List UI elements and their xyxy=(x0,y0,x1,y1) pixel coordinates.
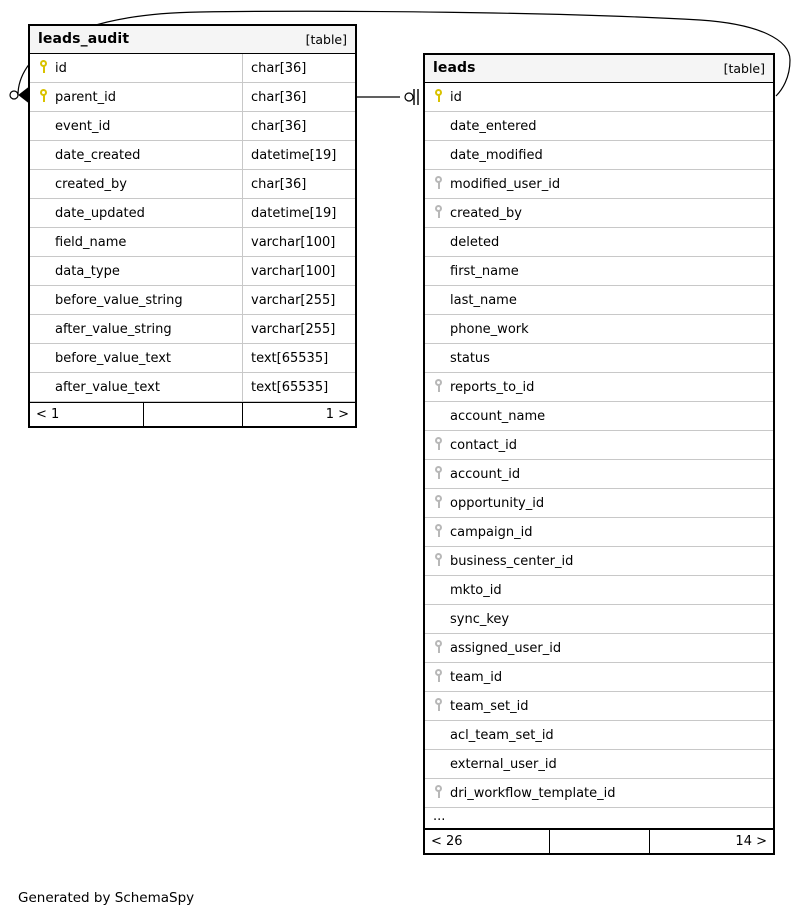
column-name-cell xyxy=(425,141,773,169)
footer-left-count[interactable]: < 26 xyxy=(431,834,463,850)
table-row[interactable] xyxy=(425,402,773,431)
column-name-cell xyxy=(425,170,773,198)
foreign-key-icon xyxy=(433,640,444,656)
foreign-key-icon xyxy=(433,466,444,482)
table-row[interactable] xyxy=(425,576,773,605)
column-name: date_updated xyxy=(55,205,145,221)
foreign-key-icon xyxy=(433,495,444,511)
table-row[interactable] xyxy=(425,692,773,721)
column-type: varchar[100] xyxy=(242,228,355,256)
table-row[interactable] xyxy=(425,489,773,518)
column-name: date_created xyxy=(55,147,141,163)
column-name: business_center_id xyxy=(450,553,574,569)
column-name-cell xyxy=(425,634,773,662)
column-type: char[36] xyxy=(242,54,355,82)
table-row[interactable] xyxy=(30,228,355,257)
column-type: text[65535] xyxy=(242,373,355,401)
column-name-cell xyxy=(30,373,242,401)
table-row[interactable] xyxy=(30,54,355,83)
foreign-key-icon xyxy=(433,698,444,714)
column-name-cell xyxy=(425,663,773,691)
table-row[interactable] xyxy=(425,373,773,402)
column-name-cell xyxy=(30,54,242,82)
column-name: last_name xyxy=(450,292,517,308)
table-row[interactable] xyxy=(425,547,773,576)
column-name-cell xyxy=(425,750,773,778)
column-name-cell xyxy=(425,286,773,314)
column-name: date_modified xyxy=(450,147,543,163)
table-row[interactable] xyxy=(30,112,355,141)
footer-middle xyxy=(143,403,242,426)
table-row[interactable] xyxy=(425,170,773,199)
column-name-cell xyxy=(30,286,242,314)
column-type: varchar[100] xyxy=(242,257,355,285)
column-type: char[36] xyxy=(242,170,355,198)
table-row[interactable] xyxy=(425,315,773,344)
column-name: team_set_id xyxy=(450,698,529,714)
foreign-key-icon xyxy=(433,437,444,453)
column-name: created_by xyxy=(450,205,522,221)
table-row[interactable] xyxy=(30,199,355,228)
table-title: leads xyxy=(433,60,476,76)
table-row[interactable] xyxy=(30,170,355,199)
column-name-cell xyxy=(425,605,773,633)
column-name-cell xyxy=(425,344,773,372)
column-name: external_user_id xyxy=(450,756,557,772)
column-name: dri_workflow_template_id xyxy=(450,785,616,801)
generated-by-credit: Generated by SchemaSpy xyxy=(18,890,195,906)
column-name-cell xyxy=(30,315,242,343)
table-row[interactable] xyxy=(425,634,773,663)
column-name: after_value_string xyxy=(55,321,172,337)
column-name: opportunity_id xyxy=(450,495,545,511)
column-name-cell xyxy=(425,518,773,546)
column-name: field_name xyxy=(55,234,127,250)
column-name: deleted xyxy=(450,234,500,250)
column-name: sync_key xyxy=(450,611,510,627)
table-footer xyxy=(425,829,773,853)
table-row[interactable] xyxy=(30,344,355,373)
footer-right-count[interactable]: 1 > xyxy=(242,403,355,426)
column-name-cell xyxy=(30,199,242,227)
column-name-cell xyxy=(425,199,773,227)
table-leads[interactable] xyxy=(423,53,775,855)
table-row[interactable] xyxy=(425,257,773,286)
foreign-key-icon xyxy=(433,553,444,569)
column-type: char[36] xyxy=(242,112,355,140)
column-name: before_value_string xyxy=(55,292,183,308)
foreign-key-icon xyxy=(433,379,444,395)
column-type: datetime[19] xyxy=(242,141,355,169)
column-name: first_name xyxy=(450,263,519,279)
column-name: parent_id xyxy=(55,89,116,105)
column-name: before_value_text xyxy=(55,350,172,366)
column-name: modified_user_id xyxy=(450,176,561,192)
column-type: datetime[19] xyxy=(242,199,355,227)
table-row[interactable] xyxy=(425,83,773,112)
table-header xyxy=(425,55,773,83)
table-row[interactable] xyxy=(425,518,773,547)
column-name: after_value_text xyxy=(55,379,160,395)
table-row[interactable] xyxy=(425,750,773,779)
table-row[interactable] xyxy=(30,83,355,112)
column-name: acl_team_set_id xyxy=(450,727,554,743)
table-row[interactable] xyxy=(425,721,773,750)
column-name-cell xyxy=(30,228,242,256)
table-row[interactable] xyxy=(30,257,355,286)
column-name: contact_id xyxy=(450,437,518,453)
table-row[interactable] xyxy=(425,605,773,634)
column-name: phone_work xyxy=(450,321,529,337)
column-name-cell xyxy=(425,112,773,140)
column-name: date_entered xyxy=(450,118,537,134)
column-name-cell xyxy=(30,83,242,111)
column-name-cell xyxy=(30,257,242,285)
column-name: campaign_id xyxy=(450,524,533,540)
table-row[interactable] xyxy=(425,286,773,315)
foreign-key-icon xyxy=(433,205,444,221)
primary-key-icon xyxy=(433,89,444,105)
table-row[interactable] xyxy=(425,112,773,141)
column-name-cell xyxy=(425,489,773,517)
column-type: char[36] xyxy=(242,83,355,111)
footer-left-count[interactable]: < 1 xyxy=(36,407,60,422)
primary-key-icon xyxy=(38,89,49,105)
column-name-cell xyxy=(30,112,242,140)
column-name: status xyxy=(450,350,490,366)
column-type: text[65535] xyxy=(242,344,355,372)
table-row[interactable] xyxy=(30,286,355,315)
table-kind: [table] xyxy=(305,31,347,47)
column-name-cell xyxy=(425,228,773,256)
foreign-key-icon xyxy=(433,524,444,540)
column-name: assigned_user_id xyxy=(450,640,562,656)
column-name-cell xyxy=(30,170,242,198)
table-row[interactable] xyxy=(30,315,355,344)
table-row[interactable] xyxy=(30,373,355,402)
table-footer xyxy=(30,402,355,426)
column-name: id xyxy=(55,60,67,76)
column-name-cell xyxy=(425,402,773,430)
column-name-cell xyxy=(425,257,773,285)
column-name-cell xyxy=(425,315,773,343)
table-row[interactable] xyxy=(425,228,773,257)
column-name: id xyxy=(450,89,462,105)
column-name-cell xyxy=(30,344,242,372)
column-name: created_by xyxy=(55,176,127,192)
table-row[interactable] xyxy=(425,460,773,489)
footer-middle xyxy=(549,830,649,853)
primary-key-icon xyxy=(38,60,49,76)
column-name-cell xyxy=(425,373,773,401)
table-header xyxy=(30,26,355,54)
footer-right-count[interactable]: 14 > xyxy=(649,830,773,853)
table-row[interactable] xyxy=(30,141,355,170)
column-name: event_id xyxy=(55,118,111,134)
table-kind: [table] xyxy=(723,60,765,76)
foreign-key-icon xyxy=(433,669,444,685)
foreign-key-icon xyxy=(433,176,444,192)
column-name: account_id xyxy=(450,466,521,482)
column-name: account_name xyxy=(450,408,546,424)
table-row[interactable] xyxy=(425,663,773,692)
table-row[interactable] xyxy=(425,431,773,460)
column-type: varchar[255] xyxy=(242,315,355,343)
column-name: mkto_id xyxy=(450,582,502,598)
column-name-cell xyxy=(30,141,242,169)
column-type: varchar[255] xyxy=(242,286,355,314)
column-name-cell xyxy=(425,460,773,488)
column-name-cell xyxy=(425,721,773,749)
table-row[interactable] xyxy=(425,199,773,228)
table-leads-audit[interactable] xyxy=(28,24,357,428)
column-name: team_id xyxy=(450,669,503,685)
column-name-cell xyxy=(425,431,773,459)
column-name-cell xyxy=(425,576,773,604)
truncated-columns-indicator: ... xyxy=(425,808,773,829)
column-name-cell xyxy=(425,692,773,720)
column-name: data_type xyxy=(55,263,120,279)
column-name: reports_to_id xyxy=(450,379,535,395)
column-name-cell xyxy=(425,83,773,111)
column-name-cell xyxy=(425,547,773,575)
column-name-cell xyxy=(425,779,773,807)
table-row[interactable] xyxy=(425,141,773,170)
table-title: leads_audit xyxy=(38,31,130,47)
table-row[interactable] xyxy=(425,779,773,808)
table-row[interactable] xyxy=(425,344,773,373)
foreign-key-icon xyxy=(433,785,444,801)
